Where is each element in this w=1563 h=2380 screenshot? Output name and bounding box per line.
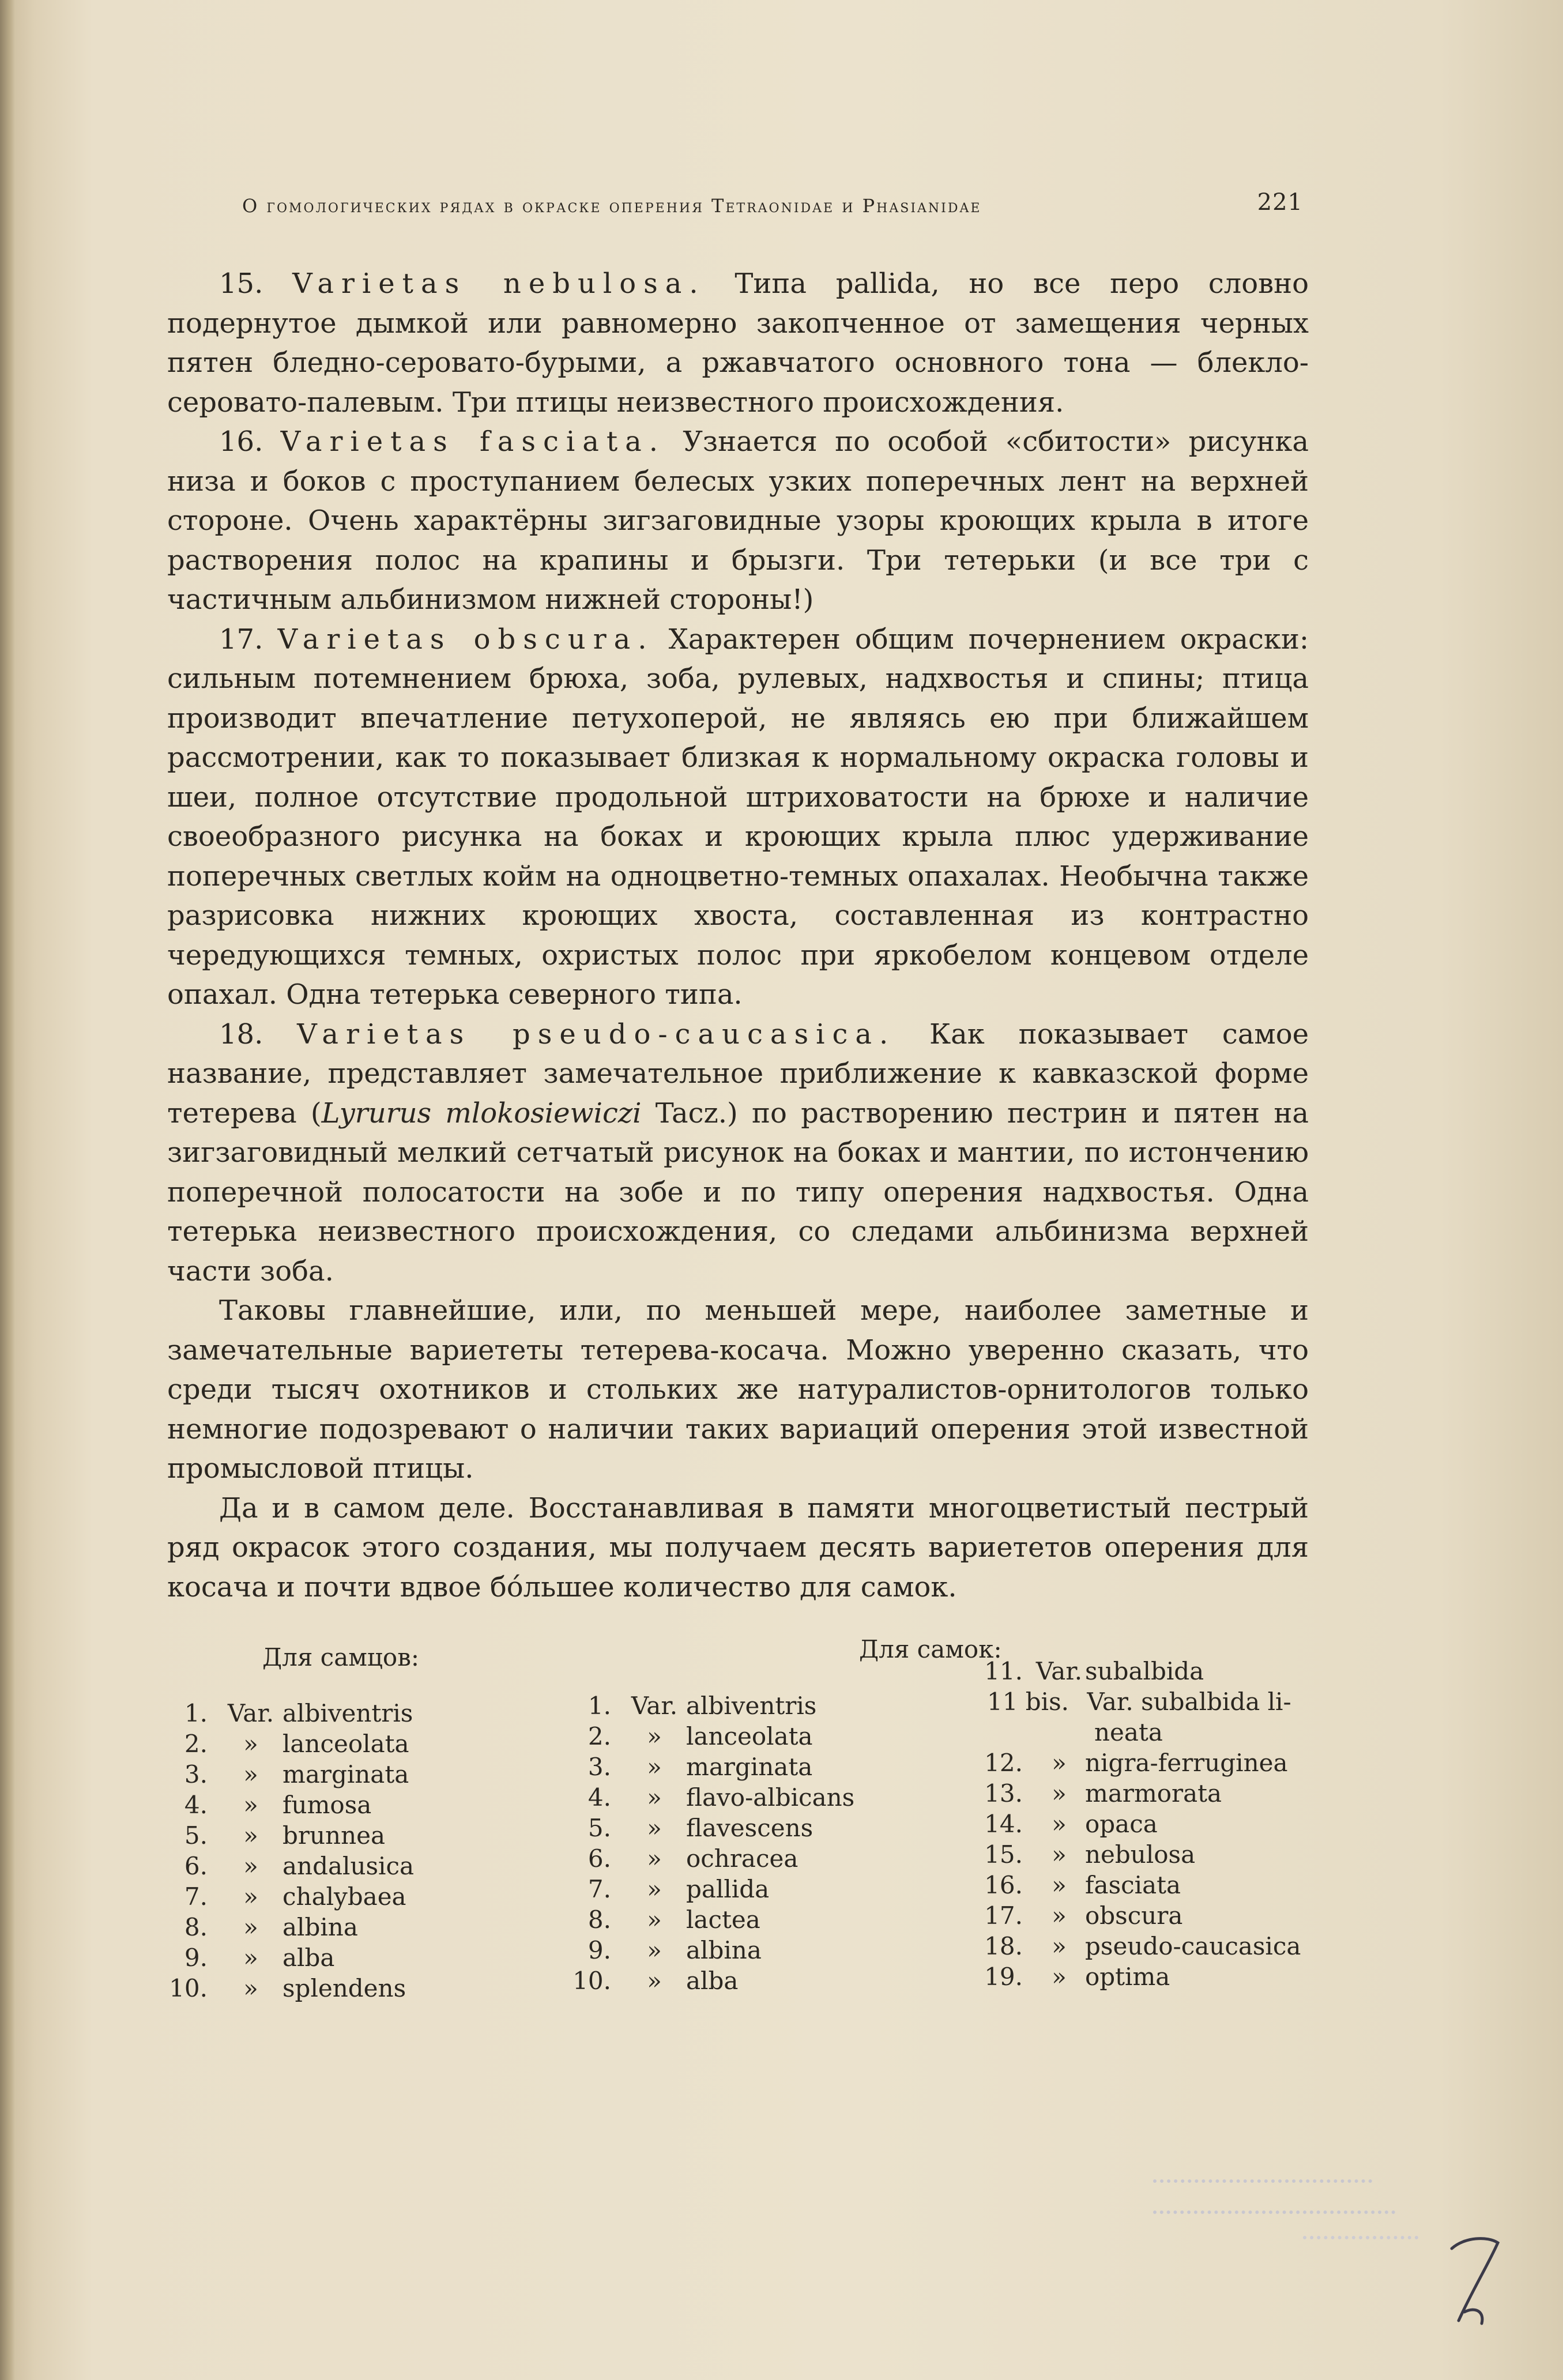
list-item — [980, 1809, 1301, 1839]
handwritten-mark-icon — [1441, 2225, 1511, 2329]
list-number: 1. — [184, 1699, 208, 1727]
variety-name: lanceolata — [686, 1722, 813, 1750]
variety-name: marginata — [686, 1753, 813, 1781]
list-number: 8. — [587, 1905, 611, 1934]
variety-name: ochracea — [686, 1844, 799, 1873]
list-mark: » — [647, 1753, 662, 1781]
list-item — [167, 1912, 414, 1942]
list-item — [571, 1935, 854, 1965]
list-item — [167, 1728, 414, 1759]
list-item — [571, 1752, 854, 1782]
list-item — [571, 1843, 854, 1874]
variety-term: Varietas fasciata. — [280, 425, 665, 458]
paragraph-varietas-fasciata — [167, 422, 1309, 620]
list-number: 17. — [984, 1901, 1023, 1930]
list-item — [980, 1686, 1301, 1717]
list-number: 7. — [184, 1882, 208, 1911]
list-item — [167, 1942, 414, 1973]
paragraph-varietas-obscura — [167, 620, 1309, 1015]
library-stamp-faded — [1153, 2156, 1476, 2243]
list-mark: » — [647, 1783, 662, 1812]
variety-name: optima — [1085, 1963, 1170, 1991]
variety-name: fumosa — [283, 1791, 372, 1819]
list-mark: » — [243, 1760, 258, 1788]
variety-name: splendens — [283, 1974, 406, 2002]
list-mark: » — [647, 1875, 662, 1903]
list-number: 5. — [184, 1821, 208, 1850]
list-mark: » — [243, 1821, 258, 1850]
list-number: 5. — [587, 1814, 611, 1842]
list-mark: Var. — [227, 1699, 274, 1727]
females-list-1 — [571, 1690, 854, 1996]
males-list — [167, 1698, 414, 2004]
females-list-2 — [980, 1656, 1301, 1992]
list-number: 6. — [587, 1844, 611, 1873]
list-number: 3. — [184, 1760, 208, 1788]
variety-name: nigra-ferruginea — [1085, 1749, 1288, 1777]
list-mark: » — [243, 1852, 258, 1880]
variety-name: marginata — [283, 1760, 409, 1788]
variety-name: nebulosa — [1085, 1840, 1196, 1869]
list-item — [571, 1690, 854, 1721]
list-item — [571, 1782, 854, 1813]
variety-name: andalusica — [283, 1852, 415, 1880]
page-header — [242, 189, 1315, 224]
list-item — [980, 1748, 1301, 1778]
variety-term: Varietas obscura. — [277, 623, 654, 656]
variety-name: alba — [686, 1967, 739, 1995]
variety-name: lactea — [686, 1905, 760, 1934]
list-mark: » — [243, 1882, 258, 1911]
males-list-title: Для самцов: — [262, 1643, 419, 1671]
list-item — [167, 1698, 414, 1728]
list-item — [167, 1851, 414, 1881]
list-number: 14. — [984, 1810, 1023, 1838]
variety-name: albiventris — [283, 1699, 413, 1727]
paragraph-text: Как показывает самое название, представляет замечательное приближение к кавказской форме тетерева ( — [167, 1018, 1309, 1129]
list-number: 18. — [984, 1932, 1023, 1960]
variety-name: alba — [283, 1944, 335, 1972]
variety-name: pseudo-caucasica — [1085, 1932, 1301, 1960]
variety-name: flavo-albicans — [686, 1783, 855, 1812]
paragraph-text: Таковы главнейшие, или, по меньшей мере, наиболее заметные и замечательные вариететы тетерева-косача. Можно уверенно сказать, что среди тысяч охотников и стольких же натуралистов-орнитологов только немногие подозревают о наличии таких вариаций оперения этой известной промысловой птицы. — [167, 1294, 1309, 1485]
variety-name: flavescens — [686, 1814, 813, 1842]
list-item — [980, 1839, 1301, 1870]
list-item — [167, 1881, 414, 1912]
list-item — [167, 1973, 414, 2004]
paper-edge-shadow — [0, 0, 15, 2380]
list-mark: » — [1052, 1871, 1067, 1899]
list-mark: » — [1052, 1810, 1067, 1838]
variety-name: brunnea — [283, 1821, 386, 1850]
paragraph-varietas-nebulosa — [167, 264, 1309, 422]
list-number: 15. — [984, 1840, 1023, 1869]
variety-term: Varietas pseudo-caucasica. — [297, 1018, 896, 1050]
paragraph-text: Узнается по особой «сбитости» рисунка низа и боков с проступанием белесых узких поперечных лент на верхней стороне. Очень характёрны зигзаговидные узоры кроющих крыла в итоге растворения полос на крапины и брызги. Три тетерьки (и все три с частичным альбинизмом нижней стороны!) — [167, 425, 1309, 616]
list-item — [980, 1778, 1301, 1809]
paragraph-text: Типа pallida, но все перо словно подернутое дымкой или равномерно закопченное от замещения черных пятен бледно-серовато-бурыми, а ржавчатого основного тона — блекло-серовато-палевым. Три птицы неизвестного происхождения. — [167, 268, 1309, 419]
list-item — [980, 1717, 1301, 1748]
variety-name: albina — [283, 1913, 358, 1941]
list-number: 11. — [984, 1657, 1023, 1685]
list-mark: » — [1052, 1840, 1067, 1869]
variety-name: marmorata — [1085, 1779, 1222, 1807]
paragraph-conclusion — [167, 1489, 1309, 1607]
list-mark: » — [243, 1913, 258, 1941]
list-mark: » — [1052, 1963, 1067, 1991]
females-list-title: Для самок: — [859, 1635, 1002, 1663]
list-mark: Var. — [631, 1692, 678, 1720]
variety-name: fasciata — [1085, 1871, 1181, 1899]
list-number: 4. — [587, 1783, 611, 1812]
list-number: 2. — [587, 1722, 611, 1750]
variety-name: albina — [686, 1936, 762, 1964]
list-number: 13. — [984, 1779, 1023, 1807]
list-item — [571, 1874, 854, 1904]
list-number: 19. — [984, 1963, 1023, 1991]
list-number: 12. — [984, 1749, 1023, 1777]
variety-name: pallida — [686, 1875, 770, 1903]
list-number: 9. — [184, 1944, 208, 1972]
list-number: 8. — [184, 1913, 208, 1941]
variety-term: Varietas nebulosa. — [292, 268, 706, 300]
variety-lists — [0, 1635, 1563, 2012]
list-mark: » — [647, 1936, 662, 1964]
list-mark: » — [243, 1791, 258, 1819]
list-mark: » — [647, 1722, 662, 1750]
list-item — [980, 1900, 1301, 1931]
variety-name: opaca — [1085, 1810, 1158, 1838]
item-number: 18. — [219, 1018, 263, 1050]
item-number: 17. — [219, 623, 263, 656]
list-mark: » — [1052, 1779, 1067, 1807]
article-body — [167, 264, 1309, 1607]
list-number: 10. — [573, 1967, 611, 1995]
list-item — [167, 1759, 414, 1790]
list-number: 2. — [184, 1730, 208, 1758]
list-item — [980, 1656, 1301, 1686]
list-item — [980, 1870, 1301, 1900]
paragraph-text: Tacz.) по растворению пестрин и пятен на зигзаговидный мелкий сетчатый рисунок на боках и мантии, по истончению поперечной полосатости на зобе и по типу оперения надхвостья. Одна тетерька неизвестного происхождения, со следами альбинизма верхней части зоба. — [167, 1097, 1309, 1287]
list-number: 6. — [184, 1852, 208, 1880]
species-name: Lyrurus mlokosiewiczi — [321, 1097, 642, 1129]
list-item — [571, 1965, 854, 1996]
item-number: 16. — [219, 425, 263, 458]
paragraph-text: Характерен общим почернением окраски: сильным потемнением брюха, зоба, рулевых, надхвостья и спины; птица производит впечатление петухоперой, не являясь ею при ближайшем рассмотрении, как то показывает близкая к нормальному окраска головы и шеи, полное отсутствие продольной штриховатости на брюхе и наличие своеобразного рисунка на боках и кроющих крыла плюс удерживание поперечных светлых койм на одноцветно-темных опахалах. Необычна также разрисовка нижних кроющих хвоста, составленная из контрастно чередующихся темных, охристых полос при яркобелом концевом отделе опахал. Одна тетерька северного типа. — [167, 623, 1309, 1011]
paragraph-summary — [167, 1291, 1309, 1489]
variety-name: subalbida — [1085, 1657, 1204, 1685]
list-item — [571, 1721, 854, 1752]
list-mark: » — [1052, 1932, 1067, 1960]
list-number: 3. — [587, 1753, 611, 1781]
running-title: О гомологических рядах в окраске оперения Tetraonidae и Phasianidae — [242, 195, 982, 217]
list-item — [980, 1961, 1301, 1992]
list-mark: » — [243, 1944, 258, 1972]
list-mark: » — [1052, 1749, 1067, 1777]
list-mark: » — [243, 1974, 258, 2002]
list-item — [571, 1904, 854, 1935]
list-mark: » — [647, 1844, 662, 1873]
page-number: 221 — [1257, 189, 1303, 216]
variety-name-continued: neata — [1094, 1718, 1163, 1746]
list-item — [167, 1790, 414, 1820]
list-number: 4. — [184, 1791, 208, 1819]
list-number: 16. — [984, 1871, 1023, 1899]
list-item — [167, 1820, 414, 1851]
variety-name: Var. subalbida li- — [1087, 1688, 1291, 1716]
list-number: 10. — [169, 1974, 208, 2002]
variety-name: chalybaea — [283, 1882, 406, 1911]
list-mark: » — [647, 1967, 662, 1995]
list-item — [980, 1931, 1301, 1961]
list-number: 1. — [587, 1692, 611, 1720]
list-number: 7. — [587, 1875, 611, 1903]
list-item — [571, 1813, 854, 1843]
paragraph-varietas-pseudo-caucasica — [167, 1015, 1309, 1291]
variety-name: obscura — [1085, 1901, 1183, 1930]
variety-name: albiventris — [686, 1692, 817, 1720]
list-number: 9. — [587, 1936, 611, 1964]
list-mark: » — [647, 1814, 662, 1842]
list-number: 11 bis. — [987, 1688, 1069, 1716]
variety-name: lanceolata — [283, 1730, 409, 1758]
paragraph-text: Да и в самом деле. Восстанавливая в памяти многоцветистый пестрый ряд окрасок этого создания, мы получаем десять вариететов оперения для косача и почти вдвое бо́льшее количество для самок. — [167, 1492, 1309, 1603]
list-mark: Var. — [1035, 1657, 1083, 1685]
list-mark: » — [647, 1905, 662, 1934]
list-mark: » — [243, 1730, 258, 1758]
item-number: 15. — [219, 268, 263, 300]
list-mark: » — [1052, 1901, 1067, 1930]
